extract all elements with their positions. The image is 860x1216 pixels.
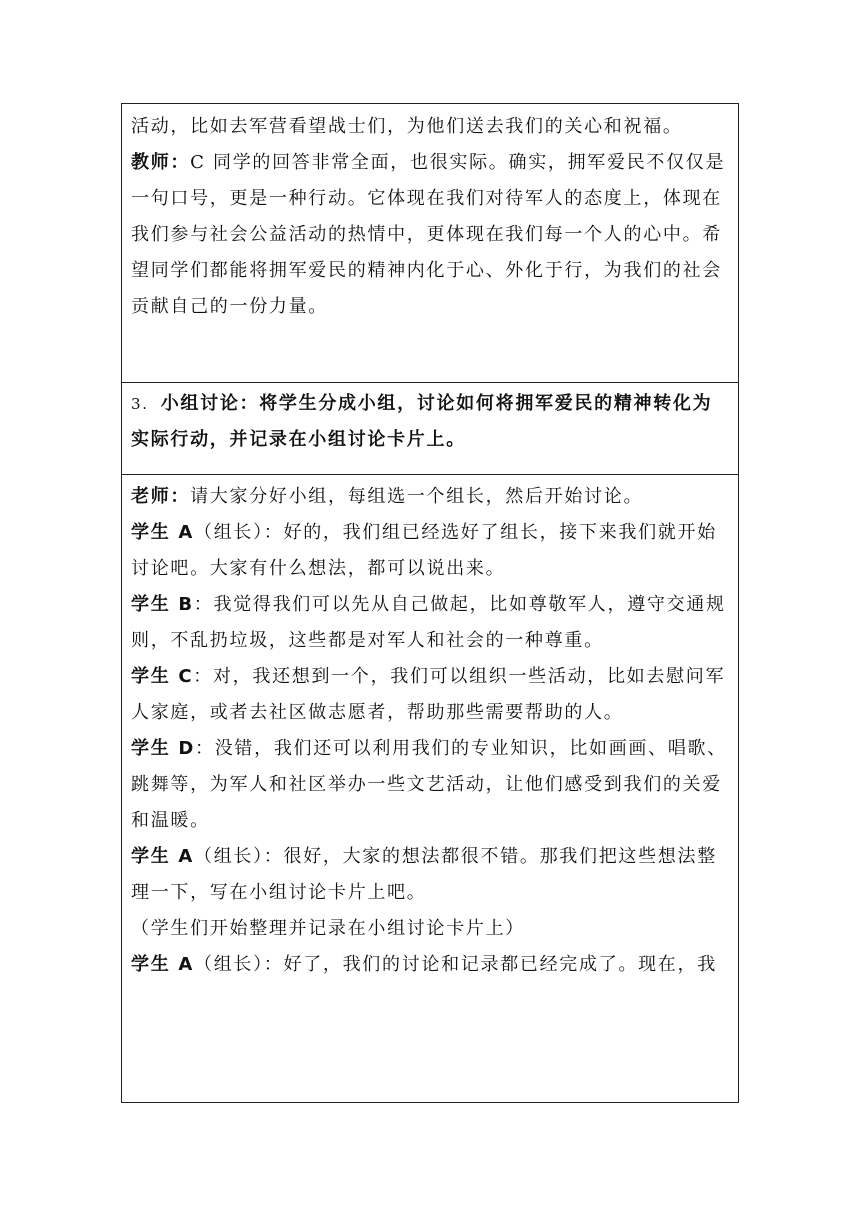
dialogue-student-d (131, 731, 730, 767)
text-line: 一句口号，更是一种行动。它体现在我们对待军人的态度上，体现在 (131, 188, 722, 209)
dialogue-text: （组长）：好了，我们的讨论和记录都已经完成了。现在，我 (194, 954, 717, 975)
dialogue-text: 讨论吧。大家有什么想法，都可以说出来。 (131, 558, 506, 579)
text-line: 望同学们都能将拥军爱民的精神内化于心、外化于行，为我们的社会 (131, 260, 722, 281)
dialogue-text: 理一下，写在小组讨论卡片上吧。 (131, 882, 427, 903)
activity-heading-text: 实际行动，并记录在小组讨论卡片上。 (131, 429, 466, 450)
speaker-name: 学生 B (131, 594, 194, 615)
activity-number: 3. (131, 395, 149, 413)
dialogue-text: ：对，我还想到一个，我们可以组织一些活动，比如去慰问军 (193, 666, 726, 687)
dialogue-text: ：我觉得我们可以先从自己做起，比如尊敬军人，遵守交通规 (193, 594, 726, 615)
speaker-name: 学生 A (131, 846, 194, 867)
text-line: 活动，比如去军营看望战士们，为他们送去我们的关心和祝福。 (131, 116, 683, 137)
lesson-plan-table (121, 103, 739, 1103)
dialogue-text: 则，不乱扔垃圾，这些都是对军人和社会的一种尊重。 (131, 630, 604, 651)
dialogue-text: ：没错，我们还可以利用我们的专业知识，比如画画、唱歌、 (195, 738, 727, 759)
dialogue-student-a (131, 839, 730, 875)
text-line: 我们参与社会公益活动的热情中，更体现在我们每一个人的心中。希 (131, 224, 722, 245)
teacher-summary-cell (122, 104, 738, 383)
dialogue-student-a (131, 947, 730, 983)
speaker-name: 学生 C (131, 666, 194, 687)
activity-heading-line (131, 386, 730, 422)
discussion-dialogue-cell (122, 475, 738, 1102)
text-line: 贡献自己的一份力量。 (131, 296, 328, 317)
activity-heading-cell (122, 383, 738, 475)
speaker-name: 学生 A (131, 522, 194, 543)
dialogue-teacher (131, 479, 730, 515)
speaker-name: 老师： (131, 486, 191, 507)
stage-direction: （学生们开始整理并记录在小组讨论卡片上） (131, 918, 525, 939)
dialogue-student-a (131, 515, 730, 551)
teacher-remark-text: C 同学的回答非常全面，也很实际。确实，拥军爱民不仅仅是 (190, 152, 726, 173)
dialogue-text: 和温暖。 (131, 810, 210, 831)
dialogue-text: （组长）：好的，我们组已经选好了组长，接下来我们就开始 (194, 522, 717, 543)
dialogue-student-c (131, 659, 730, 695)
dialogue-text: 跳舞等，为军人和社区举办一些文艺活动，让他们感受到我们的关爱 (131, 774, 722, 795)
dialogue-text: 请大家分好小组，每组选一个组长，然后开始讨论。 (190, 486, 644, 507)
speaker-teacher: 教师： (131, 152, 191, 173)
activity-heading-text: 小组讨论：将学生分成小组，讨论如何将拥军爱民的精神转化为 (160, 393, 713, 414)
teacher-remark-line (131, 145, 730, 181)
dialogue-student-b (131, 587, 730, 623)
speaker-name: 学生 A (131, 954, 194, 975)
dialogue-text: （组长）：很好，大家的想法都很不错。那我们把这些想法整 (194, 846, 717, 867)
speaker-name: 学生 D (131, 738, 196, 759)
dialogue-text: 人家庭，或者去社区做志愿者，帮助那些需要帮助的人。 (131, 702, 624, 723)
